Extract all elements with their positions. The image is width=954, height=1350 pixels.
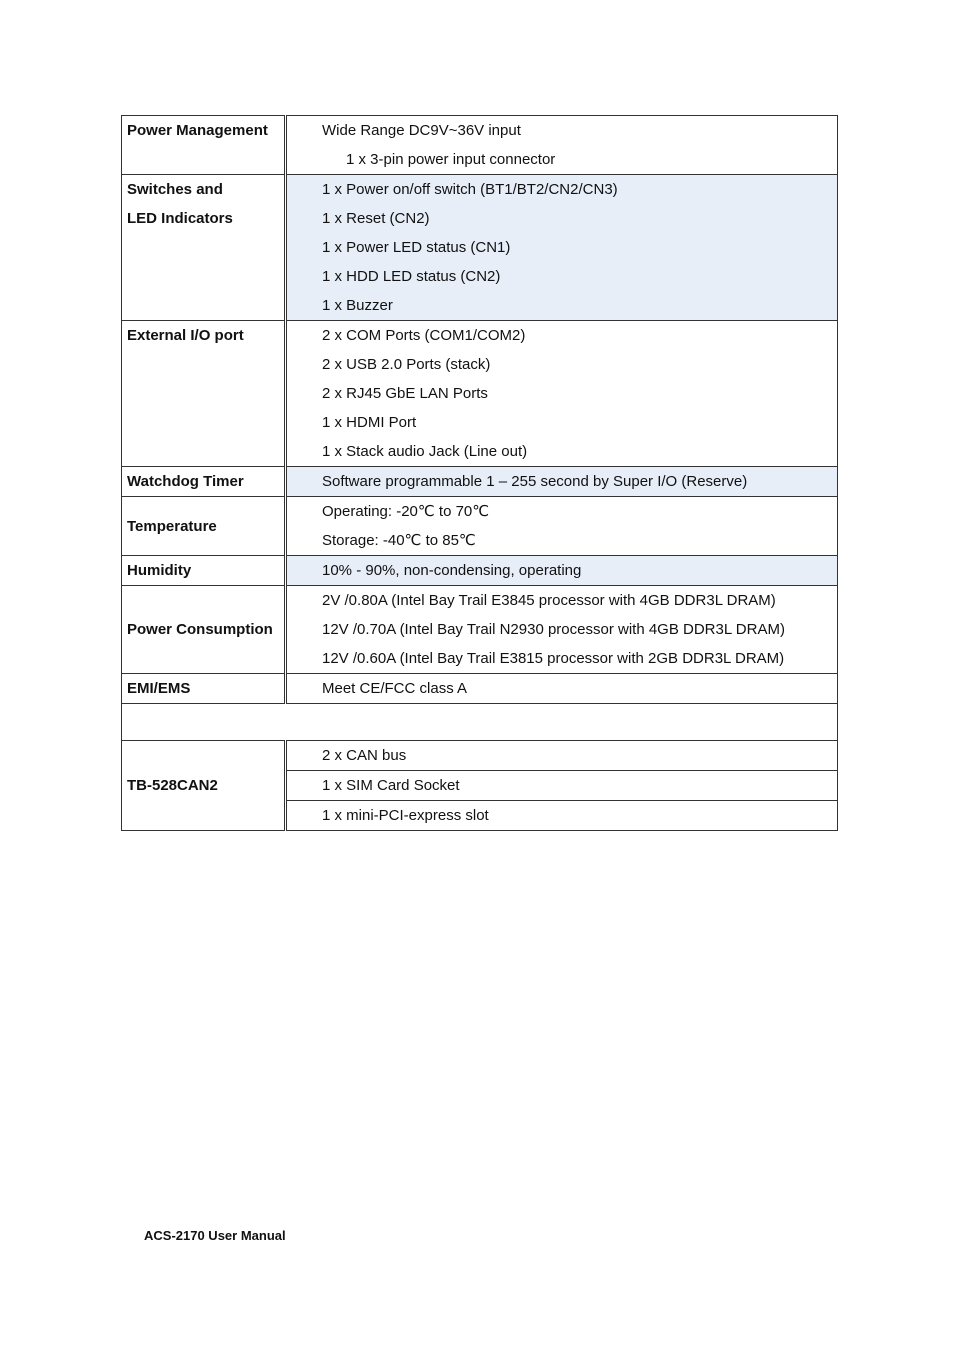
row-label-text: Switches and <box>127 181 223 198</box>
spec-row-empty <box>122 704 838 741</box>
tb-row-can-bus <box>122 741 838 771</box>
row-value: 12V /0.60A (Intel Bay Trail E3815 processor with 2GB DDR3L DRAM) <box>322 650 785 667</box>
row-label <box>122 586 286 674</box>
row-value: 1 x Stack audio Jack (Line out) <box>322 443 528 460</box>
tb-item-text: 1 x mini-PCI-express slot <box>322 807 489 824</box>
row-label-text: Temperature <box>127 517 217 535</box>
row-label-text: Power Management <box>127 122 268 139</box>
row-label <box>122 321 286 467</box>
row-values <box>286 556 838 586</box>
row-values <box>286 321 838 467</box>
row-value: 1 x Buzzer <box>322 297 393 314</box>
row-values <box>286 497 838 556</box>
row-label <box>122 674 286 704</box>
spec-row-external-io <box>122 321 838 467</box>
row-value: 10% - 90%, non-condensing, operating <box>322 562 582 579</box>
row-label-text: EMI/EMS <box>127 680 191 697</box>
row-label-text: Humidity <box>127 562 192 579</box>
row-value: 12V /0.70A (Intel Bay Trail N2930 processor with 4GB DDR3L DRAM) <box>322 621 785 638</box>
row-value: Storage: -40℃ to 85℃ <box>322 532 476 549</box>
tb-item <box>286 771 838 801</box>
row-value: 1 x Reset (CN2) <box>322 210 430 227</box>
footer-manual-title: ACS-2170 User Manual <box>144 1228 286 1243</box>
tb-item-text: 1 x SIM Card Socket <box>322 777 460 794</box>
row-label <box>122 556 286 586</box>
row-value: Operating: -20℃ to 70℃ <box>322 503 490 520</box>
spec-row-temperature <box>122 497 838 556</box>
spec-row-humidity <box>122 556 838 586</box>
row-value: 2 x COM Ports (COM1/COM2) <box>322 327 526 344</box>
row-label-text: Power Consumption <box>127 621 273 638</box>
row-values <box>286 116 838 175</box>
tb-label <box>122 741 286 831</box>
row-values <box>286 674 838 704</box>
row-value: 2 x USB 2.0 Ports (stack) <box>322 356 491 373</box>
spec-row-watchdog <box>122 467 838 497</box>
row-values <box>286 586 838 674</box>
row-value: Meet CE/FCC class A <box>322 680 468 697</box>
spec-row-power-management <box>122 116 838 175</box>
row-value: 1 x Power LED status (CN1) <box>322 239 511 256</box>
row-label-text: External I/O port <box>127 327 244 344</box>
tb-item-text: 2 x CAN bus <box>322 747 407 764</box>
spec-row-power-consumption <box>122 586 838 674</box>
spec-row-emi-ems <box>122 674 838 704</box>
row-values <box>286 467 838 497</box>
empty-cell <box>122 704 838 741</box>
row-label-text: Watchdog Timer <box>127 473 244 490</box>
spec-row-switches-leds <box>122 175 838 321</box>
tb-label-text: TB-528CAN2 <box>127 777 218 794</box>
row-values <box>286 175 838 321</box>
row-value: 1 x 3-pin power input connector <box>346 151 556 168</box>
row-label <box>122 116 286 175</box>
tb-item <box>286 741 838 771</box>
row-value: 1 x HDD LED status (CN2) <box>322 268 501 285</box>
tb-item <box>286 801 838 831</box>
row-label-text: LED Indicators <box>127 210 233 227</box>
row-label <box>122 175 286 321</box>
row-value: 2V /0.80A (Intel Bay Trail E3845 processor with 4GB DDR3L DRAM) <box>322 592 776 609</box>
specification-table <box>121 115 838 831</box>
row-label <box>122 497 286 556</box>
row-value: Wide Range DC9V~36V input <box>322 122 521 139</box>
row-value: Software programmable 1 – 255 second by Super I/O (Reserve) <box>322 473 748 490</box>
row-value: 1 x Power on/off switch (BT1/BT2/CN2/CN3) <box>322 181 618 198</box>
row-label <box>122 467 286 497</box>
row-value: 1 x HDMI Port <box>322 414 417 431</box>
row-value: 2 x RJ45 GbE LAN Ports <box>322 385 488 402</box>
